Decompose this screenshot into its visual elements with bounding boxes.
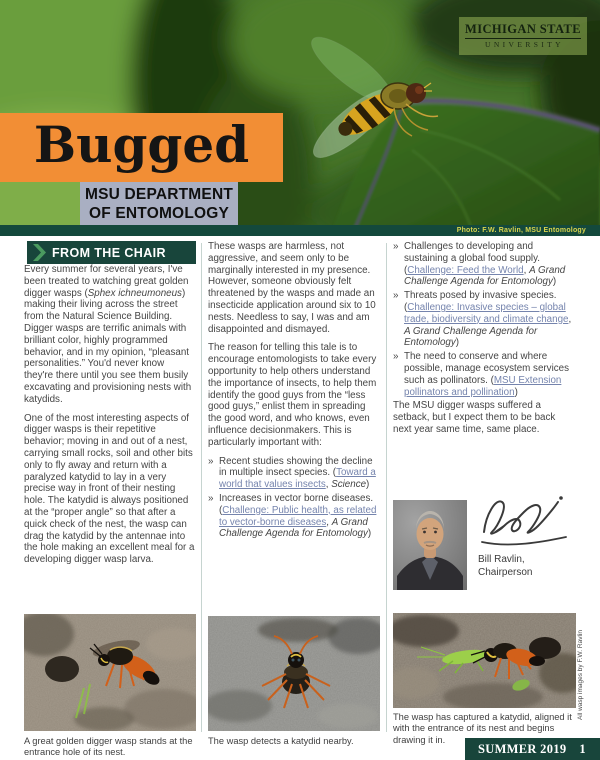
wasp-photo-nest-entrance [24,614,196,731]
hero-credit-strip [0,225,600,236]
column-2 [208,240,380,542]
msu-logo-university: UNIVERSITY [485,40,564,50]
photo-caption: The wasp detects a katydid nearby. [208,736,354,746]
inline-link[interactable]: Toward a world that values insects [219,467,376,491]
inline-link[interactable]: Challenge: Feed the World [407,264,524,276]
photo-caption: A great golden digger wasp stands at the entrance hole of its nest. [24,736,193,758]
footer-issue-bar [465,738,600,760]
column-divider [386,243,387,732]
newsletter-title: Bugged [33,114,250,174]
masthead-subtitle-box [80,182,238,226]
list-item: » Increases in vector borne diseases. (Challenge: Public health, as related to vector-borne diseases, A Grand Challenge Agenda for Entomology) [208,492,377,540]
chairperson-title: Chairperson [478,567,533,578]
column-1 [24,240,196,573]
hero-banner [0,0,600,236]
closing-paragraph: The MSU digger wasps suffered a setback, but I expect them to be back next year same time, same place. [393,400,556,435]
photo-caption: The wasp has captured a katydid, aligned it with the entrance of its nest and begins drawing it in. [393,712,572,745]
wasp-photo-detecting [208,616,380,731]
list-item: » Challenges to developing and sustaining a global food supply. (Challenge: Feed the World, A Grand Challenge Agenda for Entomology) [393,241,566,288]
msu-logo-wordmark: MICHIGAN STATE [465,23,581,39]
signature-bill [474,492,578,550]
column-divider [201,243,202,732]
hero-photo-credit: Photo: F.W. Ravlin, MSU Entomology [456,227,586,234]
masthead-title-box [0,113,283,182]
paragraph: Every summer for several years, I've been treated to watching great golden digger wasps (Sphex ichneumoneus) making their living across the street from the Natural Science Building. Digger wasps are terrific animals with brilliant color, highly programmed behavior, and in my opinion, “pleasant personalities.” You'd never know they're there until you see them busily excavating and provisioning nests with katydids. [24,264,192,405]
subtitle-line2: OF ENTOMOLOGY [88,205,230,222]
wasp-photo-katydid-capture [393,613,576,708]
section-header-from-the-chair [27,241,196,264]
bullet-marker: » [208,492,214,504]
msu-logo [459,17,587,55]
list-item: » The need to conserve and where possible, manage ecosystem services such as pollinators. (MSU Extension pollinators and pollination) [393,351,569,398]
bullet-marker: » [393,290,399,302]
bullet-list [208,456,380,541]
chairperson-portrait [393,500,467,590]
inline-link[interactable]: MSU Extension pollinators and pollination [404,374,562,398]
subtitle-line1: MSU DEPARTMENT [84,186,234,203]
chevron-right-icon [33,244,46,261]
bullet-marker: » [393,351,399,363]
inline-link[interactable]: Challenge: Invasive species – global trade, biodiversity and climate change [404,301,569,325]
page-number: 1 [579,741,586,756]
paragraph: The reason for telling this tale is to encourage entomologists to take every opportunity to help others understand the importance of insects, to help them identify the good guys from the “less good guys,” enlist them in spreading the good word, and who knows, even influence decisionmakers. This is particularly important with: [208,342,377,448]
section-header-label: FROM THE CHAIR [52,245,166,260]
column-3 [393,240,576,443]
bullet-marker: » [208,455,214,467]
paragraph: One of the most interesting aspects of digger wasps is their repetitive behavior; moving in and out of a nest, carrying small rocks, soil and other bits only to fly away and return with a paralyzed katydid to lay in a very precise way in front of their nesting hole. The katydid is always positioned at the “proper angle” so that after a quick check of the nest, the wasp can drag the katydid by the antennae into the hole making an excellent meal for a developing digger wasp larva. [24,412,195,566]
issue-label: SUMMER 2019 [478,741,567,756]
list-item: » Recent studies showing the decline in multiple insect species. (Toward a world that values insects, Science) [208,455,376,491]
paragraph: These wasps are harmless, not aggressive, and seem only to be marginally interested in my presence. However, someone obviously felt threatened by the wasps and made an insecticide application around six to 10 nests. Needless to say, I was and am disappointed and dismayed. [208,241,376,335]
chairperson-name: Bill Ravlin, [478,554,525,565]
bullet-marker: » [393,241,399,252]
side-photo-credit: All wasp images by F.W. Ravlin [577,630,584,720]
signature-block [478,553,578,579]
inline-link[interactable]: Challenge: Public health, as related to vector-borne diseases [219,504,377,528]
list-item: » Threats posed by invasive species. (Challenge: Invasive species – global trade, biodiversity and climate change, A Grand Challenge Agenda for Entomology) [393,290,572,349]
bullet-list [393,241,576,398]
